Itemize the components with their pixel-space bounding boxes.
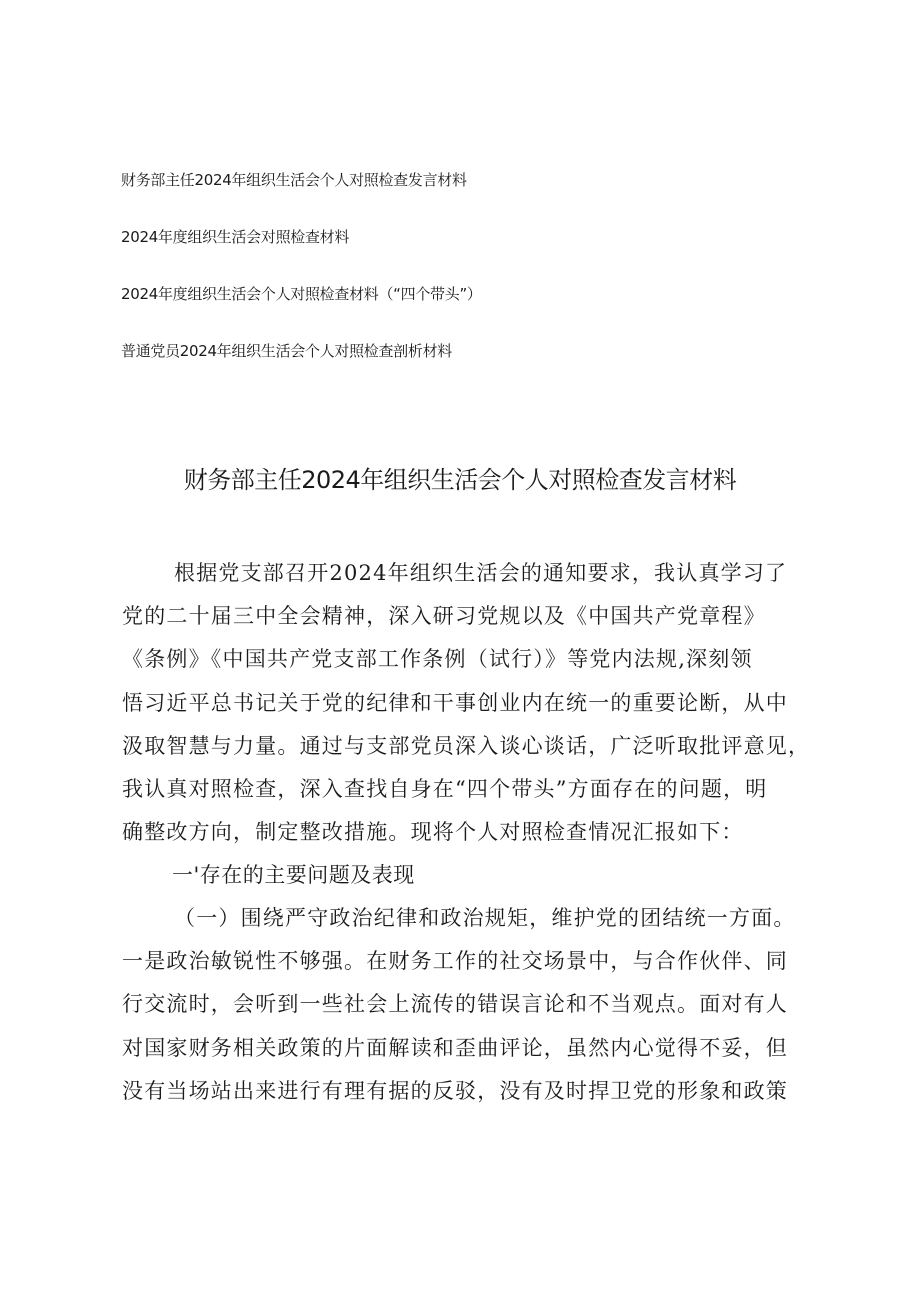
- intro-paragraph: [122, 552, 810, 854]
- toc-item: 财务部主任2024年组织生活会个人对照检查发言材料: [121, 171, 467, 189]
- paragraph-line: 行交流时，会听到一些社会上流传的错误言论和不当观点。面对有人: [122, 992, 788, 1017]
- section-paragraph: [122, 897, 810, 1113]
- paragraph-line: 《条例》《中国共产党支部工作条例（试行）》等党内法规,深刻领: [122, 647, 753, 672]
- paragraph-line: 一是政治敏锐性不够强。在财务工作的社交场景中，与合作伙伴、同: [122, 949, 788, 974]
- toc-item: 2024年度组织生活会个人对照检查材料（“四个带头”）: [121, 285, 482, 303]
- paragraph-line: 党的二十届三中全会精神，深入研习党规以及《中国共产党章程》: [122, 604, 766, 629]
- toc-item: 普通党员2024年组织生活会个人对照检查剖析材料: [121, 342, 452, 360]
- paragraph-line: 悟习近平总书记关于党的纪律和干事创业内在统一的重要论断，从中: [122, 690, 788, 715]
- paragraph-line: 没有当场站出来进行有理有据的反驳，没有及时捍卫党的形象和政策: [122, 1078, 788, 1103]
- paragraph-line: （一）围绕严守政治纪律和政治规矩，维护党的团结统一方面。: [174, 906, 796, 930]
- document-title: 财务部主任2024年组织生活会个人对照检查发言材料: [183, 466, 737, 494]
- paragraph-line: 根据党支部召开2024年组织生活会的通知要求，我认真学习了: [174, 561, 788, 585]
- paragraph-line: 确整改方向，制定整改措施。现将个人对照检查情况汇报如下：: [122, 820, 744, 845]
- section-heading: 一'存在的主要问题及表现: [172, 863, 415, 887]
- paragraph-line: 我认真对照检查，深入查找自身在“四个带头”方面存在的问题，明: [122, 776, 768, 801]
- paragraph-line: 对国家财务相关政策的片面解读和歪曲评论，虽然内心觉得不妥，但: [122, 1035, 788, 1060]
- paragraph-line: 汲取智慧与力量。通过与支部党员深入谈心谈话，广泛听取批评意见，: [122, 733, 810, 758]
- table-of-contents: [121, 170, 821, 398]
- toc-item: 2024年度组织生活会对照检查材料: [121, 228, 350, 246]
